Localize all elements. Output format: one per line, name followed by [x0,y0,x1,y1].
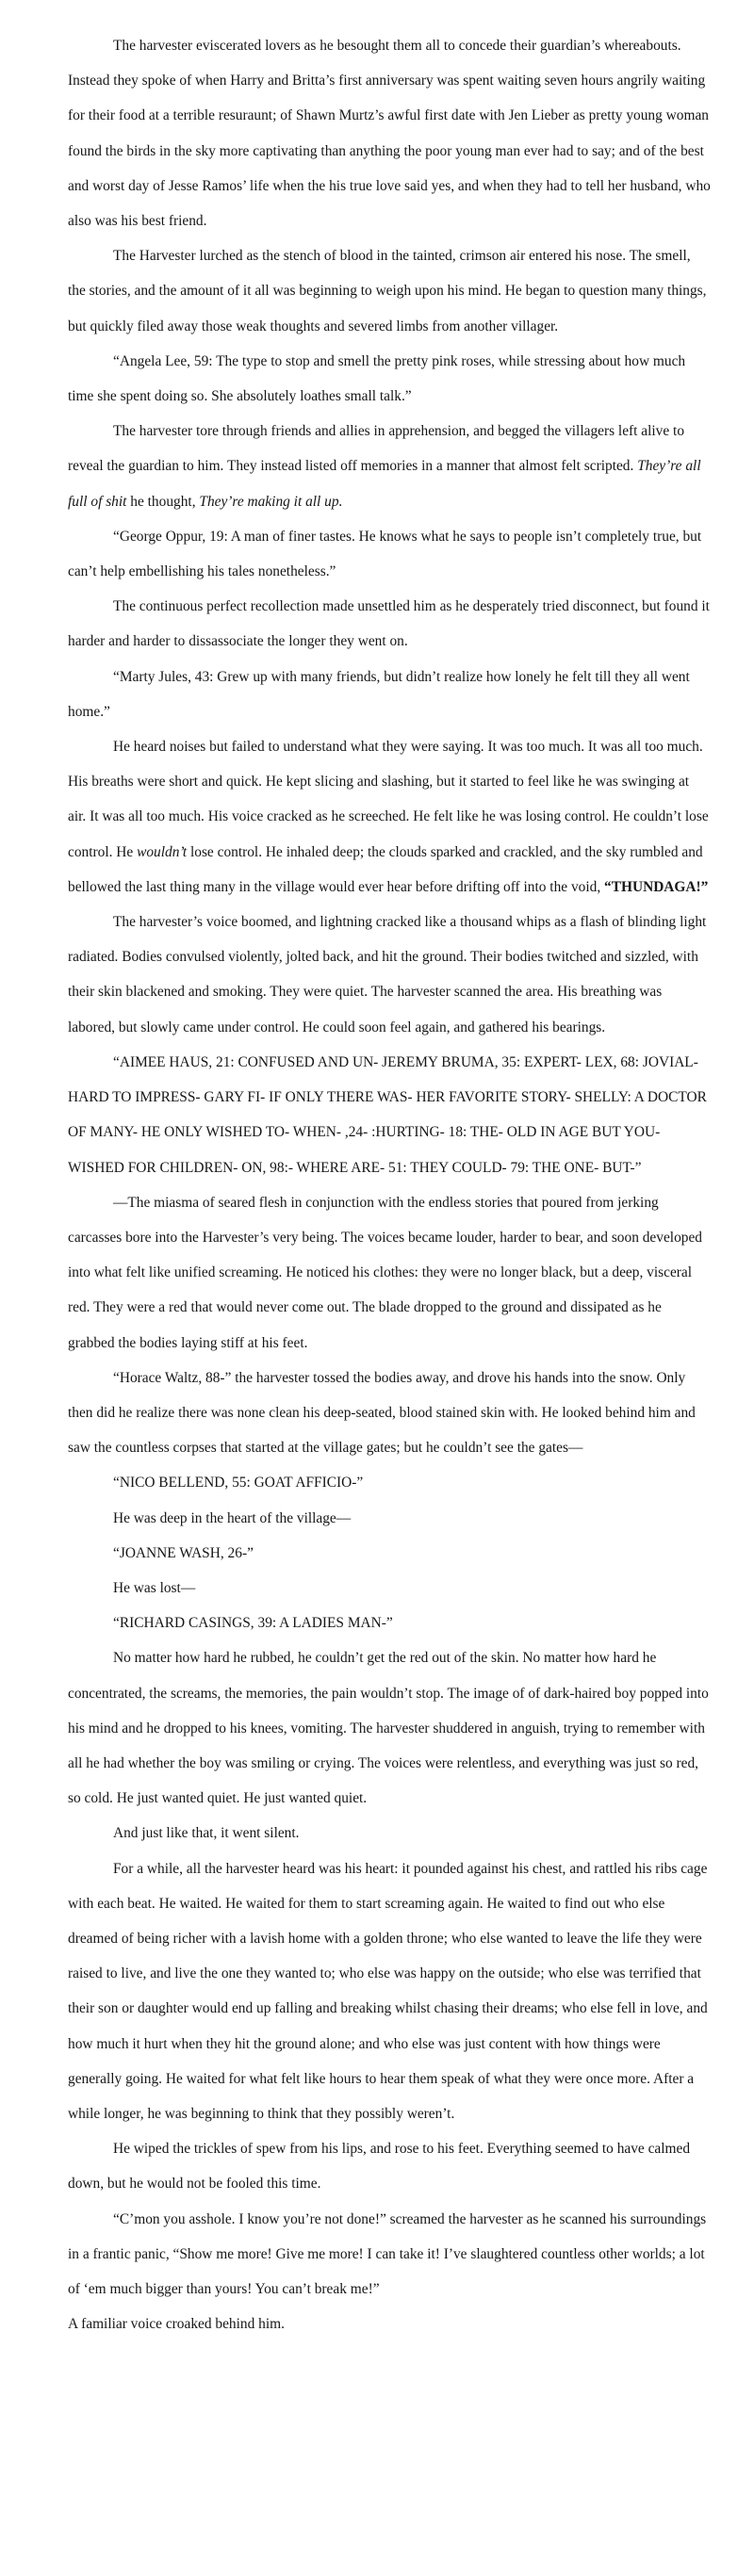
paragraph-text: lose control. He inhaled deep; the clouds sparked and crackled, and the sky rumbled and bellowed the last thing many in the village would ever hear before drifting off into the void, [68,843,703,895]
paragraph [68,238,711,344]
paragraph-text: No matter how hard he rubbed, he couldn’t get the red out of the skin. No matter how hard he concentrated, the screams, the memories, the pain wouldn’t stop. The image of of dark-haired boy popped into his mind and he dropped to his knees, vomiting. The harvester shuddered in anguish, trying to remember with all he had whether the boy was smiling or crying. The voices were relentless, and everything was just so red, so cold. He just wanted quiet. He just wanted quiet. [68,1650,709,1807]
paragraph-text: “George Oppur, 19: A man of finer tastes. He knows what he says to people isn’t completely true, but can’t help embellishing his tales nonetheless.” [68,528,702,580]
paragraph [68,344,711,414]
paragraph [68,1501,711,1536]
paragraph-text: “JOANNE WASH, 26-” [113,1544,254,1561]
paragraph [68,1045,711,1185]
paragraph [68,1640,711,1816]
paragraph-text: And just like that, it went silent. [113,1825,300,1842]
paragraph-text: The continuous perfect recollection made unsettled him as he desperately tried disconnect, but found it harder and harder to dissassociate the longer they went on. [68,598,710,650]
paragraph [68,1816,711,1850]
paragraph-text: He wiped the trickles of spew from his lips, and rose to his feet. Everything seemed to have calmed down, but he would not be fooled this time. [68,2141,691,2193]
paragraph [68,1571,711,1606]
paragraph [68,2202,711,2307]
paragraph [68,414,711,519]
paragraph [68,905,711,1045]
paragraph [68,1851,711,2132]
paragraph [68,1606,711,1640]
paragraph-text: he thought, [126,493,200,510]
paragraph-text: “AIMEE HAUS, 21: CONFUSED AND UN- JEREMY BRUMA, 35: EXPERT- LEX, 68: JOVIAL- HARD TO IMPRESS- GARY FI- IF ONLY THERE WAS- HER FAVORITE STORY- SHELLY: A DOCTOR OF MANY- HE ONLY WISHED TO- WHEN- ,24- :HURTING- 18: THE- OLD IN AGE BUT YOU- WISHED FOR CHILDREN- ON, 98:- WHERE ARE- 51: THEY COULD- 79: THE ONE- BUT-” [68,1053,707,1176]
paragraph-text: He heard noises but failed to understand what they were saying. It was too much. It was all too much. His breaths were short and quick. He kept slicing and slashing, but it started to feel like he was swinging at air. It was all too much. His voice cracked as he screeched. He felt like he was losing control. He couldn’t lose control. He [68,739,709,860]
paragraph-text: The harvester eviscerated lovers as he besought them all to concede their guardian’s whereabouts. Instead they spoke of when Harry and Britta’s first anniversary was spent waiting seven hours angrily waiting for their food at a terrible resuraunt; of Shawn Murtz’s awful first date with Jen Lieber as pretty young woman found the birds in the sky more captivating than anything the poor young man ever had to say; and of the best and worst day of Jesse Ramos’ life when the his true love said yes, and when they had to tell her husband, who also was his best friend. [68,38,711,230]
paragraph-text: “Angela Lee, 59: The type to stop and smell the pretty pink roses, while stressing about how much time she spent doing so. She absolutely loathes small talk.” [68,352,686,405]
paragraph-text: The harvester tore through friends and allies in apprehension, and begged the villagers left alive to reveal the guardian to him. They instead listed off memories in a manner that almost felt scripted. [68,423,685,475]
paragraph-text: “Marty Jules, 43: Grew up with many friends, but didn’t realize how lonely he felt till they all went home.” [68,668,690,720]
paragraph-text: “C’mon you asshole. I know you’re not done!” screamed the harvester as he scanned his surroundings in a frantic panic, “Show me more! Give me more! I can take it! I’ve slaughtered countless other worlds; a lot of ‘em much bigger than yours! You can’t break me!” [68,2210,707,2297]
paragraph-text: A familiar voice croaked behind him. [68,2316,285,2333]
paragraph [68,589,711,659]
bold-text: “THUNDAGA!” [604,878,709,895]
italic-text: They’re all full of shit [68,458,701,510]
paragraph [68,1465,711,1500]
paragraph-text: He was deep in the heart of the village— [113,1509,352,1526]
paragraph-text: “RICHARD CASINGS, 39: A LADIES MAN-” [113,1615,393,1632]
document-page [68,28,711,2341]
paragraph [68,1185,711,1361]
paragraph [68,1536,711,1571]
paragraph [68,660,711,729]
paragraph-text: —The miasma of seared flesh in conjunction with the endless stories that poured from jerking carcasses bore into the Harvester’s very being. The voices became louder, harder to bear, and soon developed into what felt like unified screaming. He noticed his clothes: they were no longer black, but a deep, visceral red. They were a red that would never come out. The blade dropped to the ground and dissipated as he grabbed the bodies laying stiff at his feet. [68,1194,702,1351]
paragraph [68,1361,711,1466]
paragraph [68,2131,711,2201]
paragraph-text: “Horace Waltz, 88-” the harvester tossed the bodies away, and drove his hands into the snow. Only then did he realize there was none clean his deep-seated, blood stained skin with. He looked behind him and saw the countless corpses that started at the village gates; but he couldn’t see the gates— [68,1369,696,1457]
paragraph [68,519,711,589]
paragraph [68,28,711,238]
italic-text: They’re making it all up. [199,493,343,510]
paragraph-text: The Harvester lurched as the stench of blood in the tainted, crimson air entered his nose. The smell, the stories, and the amount of it all was beginning to weigh upon his mind. He began to question many things, but quickly filed away those weak thoughts and severed limbs from another villager. [68,248,707,334]
paragraph-text: “NICO BELLEND, 55: GOAT AFFICIO-” [113,1475,364,1492]
paragraph-text: For a while, all the harvester heard was his heart: it pounded against his chest, and rattled his ribs cage with each beat. He waited. He waited for them to start screaming again. He waited to find out who else dreamed of being richer with a lavish home with a golden throne; who else wanted to leave the life they were raised to live, and live the one they wanted to; who else was happy on the outside; who else was terrified that their son or daughter would end up falling and breaking whilst chasing their dreams; who else fell in love, and how much it hurt when they hit the ground alone; and who else was just content with how things were generally going. He waited for what felt like hours to hear them speak of what they were once more. After a while longer, he was beginning to think that they possibly weren’t. [68,1860,708,2122]
paragraph-text: The harvester’s voice boomed, and lightning cracked like a thousand whips as a flash of blinding light radiated. Bodies convulsed violently, jolted back, and hit the ground. Their bodies twitched and sizzled, with their skin blackened and smoking. They were quiet. The harvester scanned the area. His breathing was labored, but slowly came under control. He could soon feel again, and gathered his bearings. [68,914,707,1035]
italic-text: wouldn’t [137,843,188,860]
paragraph [68,2307,711,2341]
paragraph-text: He was lost— [113,1579,196,1596]
paragraph [68,729,711,905]
